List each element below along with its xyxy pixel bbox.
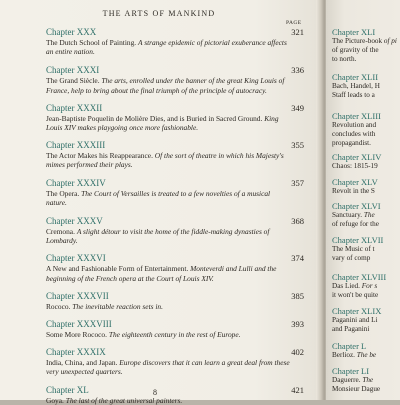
chapter-heading: Chapter XL [46,384,89,395]
page-number: 385 [291,290,304,301]
toc-entry [46,319,304,339]
right-chapter-desc: of gravity of the [332,46,379,54]
chapter-summary: Of the sort of theatre in which his Majesty's mimes performed their plays. [46,151,284,170]
chapter-description [46,227,304,245]
page-number: 368 [291,216,304,227]
chapter-heading: Chapter XXXI [46,65,100,76]
right-chapter-desc: propagandist. [332,139,371,147]
right-chapter-desc: to north. [332,55,357,63]
chapter-description [46,302,304,311]
right-chapter-heading: Chapter XLVIII [332,272,387,282]
chapter-description [46,330,304,339]
chapter-title: Goya. [46,395,64,405]
chapter-heading: Chapter XXXIV [46,177,106,188]
right-chapter-desc: vary of comp [332,254,371,262]
toc-entry [46,216,304,245]
chapter-line [46,178,304,188]
right-entry [332,235,400,263]
right-chapter-desc: Revolt in the S [332,187,375,195]
page-number: 349 [291,102,304,113]
chapter-summary: The last of the great universal painters. [65,395,183,405]
toc-entry [46,385,304,405]
chapter-line [46,140,304,150]
toc-entry [46,140,304,169]
chapter-heading: Chapter XXXVIII [46,319,112,330]
chapter-heading: Chapter XXXVI [46,253,106,264]
right-chapter-desc: Daguerre. The [332,376,374,384]
right-chapter-heading: Chapter XLIII [332,111,381,121]
page-number: 321 [291,27,304,37]
right-chapter-desc: and Paganini [332,325,370,333]
chapter-line [46,27,304,37]
chapter-heading: Chapter XXXIII [46,140,106,151]
page-number: 357 [291,177,304,188]
page-number: 336 [291,65,304,76]
right-entry [332,27,400,64]
page-column-label: PAGE [286,20,302,26]
chapter-title: The Opera. [46,188,80,198]
chapter-line [46,347,304,357]
right-chapter-heading: Chapter XLI [332,27,376,37]
right-chapter-heading: Chapter XLIV [332,152,382,162]
right-entry [332,201,400,229]
right-chapter-desc: Revolution and [332,121,377,129]
chapter-line [46,253,304,263]
chapter-summary: A strange epidemic of pictorial exuberance affects an entire nation. [46,38,287,57]
chapter-summary: The inevitable reaction sets in. [72,301,163,311]
chapter-summary: Europe discovers that it can learn a great deal from these very unexpected quarters. [46,358,290,377]
chapter-line [46,385,304,395]
chapter-title: Some More Rococo. [46,330,107,340]
right-entry [332,366,400,394]
chapter-summary: The Court of Versailles is treated to a few novelties of a musical nature. [46,188,271,207]
right-entry [332,306,400,334]
chapter-line [46,319,304,329]
chapter-heading: Chapter XXX [46,27,97,37]
chapter-title: Jean-Baptiste Poquelin de Molière Dies, and is Buried in Sacred Ground. [46,113,263,123]
toc-entry [46,291,304,311]
toc-entry [46,253,304,282]
chapter-summary: Monteverdi and Lulli and the beginning of the French opera at the Court of Louis XIV. [46,264,277,283]
right-chapter-heading: Chapter XLII [332,72,379,82]
chapter-summary: The eighteenth century in the rest of Europe. [108,330,241,340]
chapter-line [46,65,304,75]
chapter-description [46,396,304,405]
page-number: 402 [291,347,304,358]
right-chapter-desc: Staff leads to a [332,91,375,99]
right-chapter-desc: Bach, Handel, H [332,82,380,90]
right-chapter-desc: Das Lied. For s [332,282,378,290]
chapter-heading: Chapter XXXIX [46,347,106,358]
chapter-heading: Chapter XXXV [46,216,103,227]
chapter-summary: A slight détour to visit the home of the fiddle-making dynasties of Lombardy. [46,227,270,246]
chapter-title: India, China, and Japan. [46,358,118,368]
toc-entry [46,27,304,56]
right-page [326,0,400,400]
chapter-title: A New and Fashionable Form of Entertainment. [46,264,189,274]
right-chapter-heading: Chapter XLVII [332,235,384,245]
chapter-description [46,38,304,56]
chapter-description [46,151,304,169]
right-entry [332,72,400,100]
chapter-description [46,76,304,94]
right-chapter-desc: of refuge for the [332,220,379,228]
chapter-heading: Chapter XXXII [46,102,103,113]
right-chapter-desc: Chaos: 1815-19 [332,162,378,170]
page-number: 393 [291,319,304,330]
toc-entry [46,347,304,376]
chapter-summary: The arts, enrolled under the banner of the great King Louis of France, help to bring about the final triumph of the principle of autocracy. [46,76,285,95]
right-chapter-desc: Sanctuary. The [332,211,375,219]
chapter-title: Rococo. [46,301,71,311]
running-head: THE ARTS OF MANKIND [102,9,216,18]
right-chapter-desc: The Picture-book of pi [332,37,397,45]
page-number: 421 [291,384,304,395]
right-chapter-desc: Paganini and Li [332,316,378,324]
toc-entry [46,65,304,94]
chapter-line [46,216,304,226]
right-chapter-heading: Chapter L [332,341,367,351]
chapter-description [46,358,304,376]
right-chapter-desc: The Music of t [332,245,375,253]
chapter-line [46,291,304,301]
chapter-heading: Chapter XXXVII [46,290,109,301]
chapter-description [46,189,304,207]
right-entry [332,272,400,300]
right-entry [332,152,400,171]
table-of-contents [46,27,304,405]
chapter-title: The Dutch School of Painting. [46,38,137,47]
right-chapter-heading: Chapter XLV [332,177,378,187]
right-chapter-desc: Monsieur Dague [332,385,381,393]
chapter-title: Cremona. [46,227,75,237]
chapter-description [46,264,304,282]
right-chapter-heading: Chapter LI [332,366,370,376]
chapter-title: The Actor Makes his Reappearance. [46,151,153,161]
chapter-summary: King Louis XIV makes playgoing once more fashionable. [46,113,279,133]
right-chapter-desc: it won't be quite [332,291,379,299]
right-entry [332,177,400,196]
right-chapter-heading: Chapter XLIX [332,306,382,316]
right-chapter-desc: concludes with [332,130,376,138]
right-entry [332,341,400,360]
chapter-title: The Grand Siècle. [46,76,100,86]
chapter-description [46,114,304,132]
page-number: 374 [291,253,304,264]
right-entry [332,111,400,148]
page-folio: 8 [153,388,157,397]
chapter-line [46,103,304,113]
right-chapter-desc: Berlioz. The be [332,351,377,359]
toc-entry [46,103,304,132]
toc-entry [46,178,304,207]
page-number: 355 [291,140,304,151]
right-chapter-heading: Chapter XLVI [332,201,381,211]
